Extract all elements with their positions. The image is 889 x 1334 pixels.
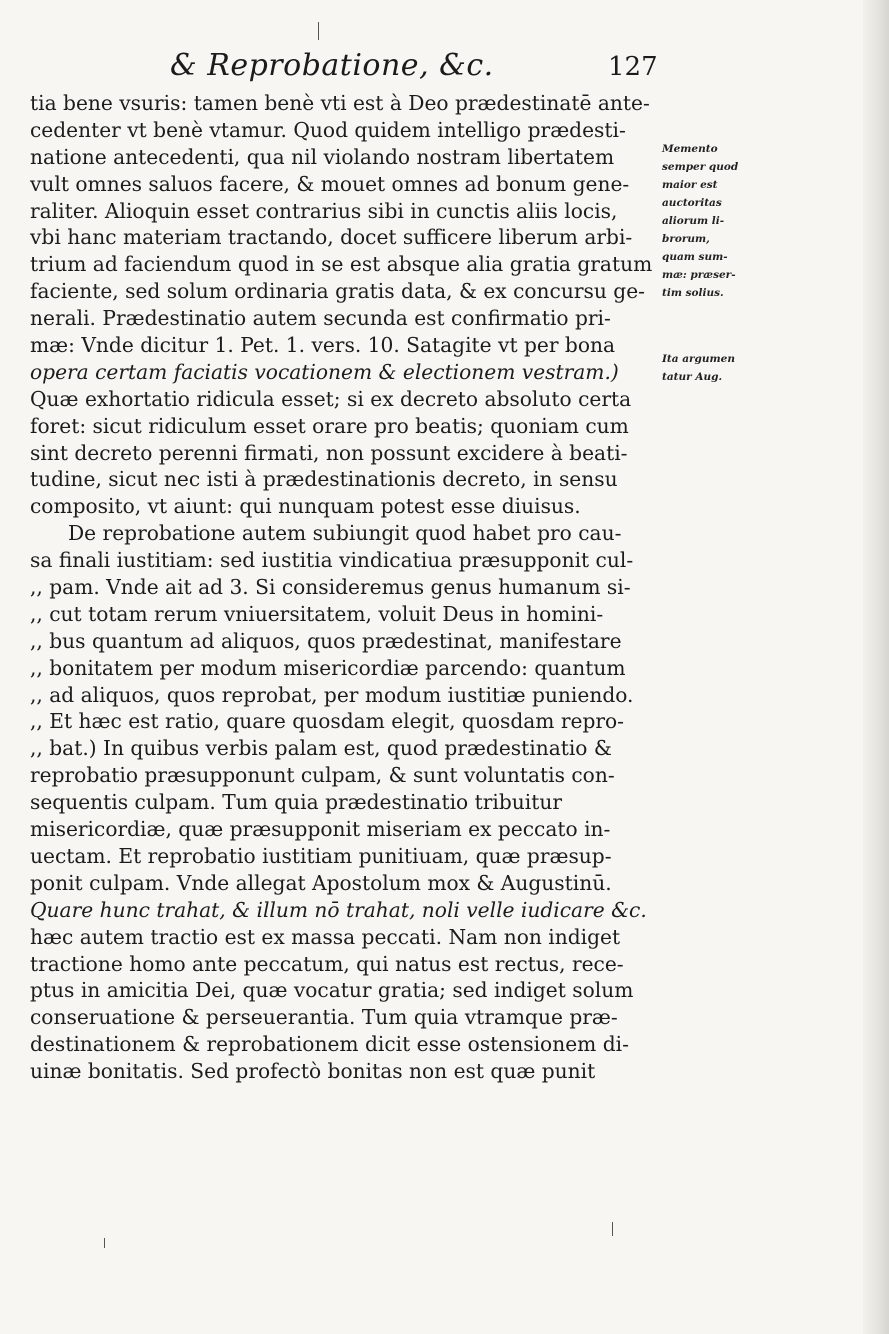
page-number: 127 xyxy=(608,52,658,82)
margin-note-line: maior est xyxy=(662,179,718,191)
margin-note-line: quam sum- xyxy=(662,251,728,263)
text-line: Quæ exhortatio ridicula esset; si ex decreto absoluto certa xyxy=(30,386,632,411)
text-line: tudine, sicut nec isti à prædestinationis decreto, in sensu xyxy=(30,467,618,492)
text-line: cedenter vt benè vtamur. Quod quidem intelligo prædesti- xyxy=(30,117,626,142)
text-line: tia bene vsuris: tamen benè vti est à Deo prædestinatē ante- xyxy=(30,91,650,115)
quote-line: ,, bat.) In quibus verbis palam est, quod prædestinatio & xyxy=(30,736,612,761)
text-line: ponit culpam. Vnde allegat Apostolum mox & Augustinū. xyxy=(30,870,612,895)
paragraph-start: De reprobatione autem subiungit quod habet pro cau- xyxy=(68,521,622,546)
page-edge xyxy=(863,0,889,1334)
text-line: composito, vt aiunt: qui nunquam potest esse diuisus. xyxy=(30,494,581,519)
text-line: uectam. Et reprobatio iustitiam punitiuam, quæ præsup- xyxy=(30,843,612,868)
quote-line: ,, cut totam rerum vniuersitatem, voluit Deus in homini- xyxy=(30,601,604,626)
text-line: tractione homo ante peccatum, qui natus est rectus, rece- xyxy=(30,951,624,976)
quote-line: ,, pam. Vnde ait ad 3. Si consideremus genus humanum si- xyxy=(30,575,631,600)
margin-note-line: auctoritas xyxy=(662,197,722,209)
quote-line: ,, ad aliquos, quos reprobat, per modum iustitiæ puniendo. xyxy=(30,682,634,707)
text-line: vult omnes saluos facere, & mouet omnes ad bonum gene- xyxy=(30,171,630,196)
text-line: vbi hanc materiam tractando, docet sufficere liberum arbi- xyxy=(30,225,633,250)
text-line: destinationem & reprobationem dicit esse ostensionem di- xyxy=(30,1032,629,1057)
margin-note-augustine xyxy=(662,350,735,386)
text-line: conseruatione & perseuerantia. Tum quia vtramque præ- xyxy=(30,1005,618,1030)
text-line: mæ: Vnde dicitur 1. Pet. 1. vers. 10. Satagite vt per bona xyxy=(30,333,616,358)
quote-line: ,, Et hæc est ratio, quare quosdam elegit, quosdam repro- xyxy=(30,709,625,734)
text-line: uinæ bonitatis. Sed profectò bonitas non est quæ punit xyxy=(30,1059,596,1084)
text-line: misericordiæ, quæ præsupponit miseriam ex peccato in- xyxy=(30,817,611,842)
margin-note-line: Ita argumen xyxy=(662,353,735,365)
margin-note-line: tatur Aug. xyxy=(662,371,723,383)
header-title: & Reprobatione, &c. xyxy=(170,48,494,83)
margin-note-line: aliorum li- xyxy=(662,215,725,227)
body-text xyxy=(30,90,670,1085)
text-line-italic: opera certam faciatis vocationem & electionem vestram.) xyxy=(30,359,619,384)
margin-note-line: brorum, xyxy=(662,233,710,245)
margin-note-line: tim solius. xyxy=(662,287,724,299)
text-line-italic: Quare hunc trahat, & illum nō trahat, noli velle iudicare &c. xyxy=(30,897,647,922)
quote-line: ,, bus quantum ad aliquos, quos prædestinat, manifestare xyxy=(30,628,622,653)
text-line: sequentis culpam. Tum quia prædestinatio tribuitur xyxy=(30,790,562,815)
text-line: sa finali iustitiam: sed iustitia vindicatiua præsupponit cul- xyxy=(30,548,634,573)
quote-line: ,, bonitatem per modum misericordiæ parcendo: quantum xyxy=(30,655,626,680)
text-line: trium ad faciendum quod in se est absque alia gratia gratum xyxy=(30,252,653,277)
text-line: foret: sicut ridiculum esset orare pro beatis; quoniam cum xyxy=(30,413,629,438)
text-line: raliter. Alioquin esset contrarius sibi in cunctis aliis locis, xyxy=(30,198,618,223)
text-line: nerali. Prædestinatio autem secunda est confirmatio pri- xyxy=(30,306,611,331)
text-line: faciente, sed solum ordinaria gratis data, & ex concursu ge- xyxy=(30,279,645,304)
scan-artifact xyxy=(104,1238,105,1248)
margin-note-memento xyxy=(662,140,738,302)
text-line: reprobatio præsupponunt culpam, & sunt voluntatis con- xyxy=(30,763,615,788)
running-header xyxy=(170,48,670,88)
text-line: hæc autem tractio est ex massa peccati. Nam non indiget xyxy=(30,924,621,949)
text-line: ptus in amicitia Dei, quæ vocatur gratia; sed indiget solum xyxy=(30,978,634,1003)
scan-artifact xyxy=(318,22,319,40)
text-line: natione antecedenti, qua nil violando nostram libertatem xyxy=(30,144,615,169)
scan-artifact xyxy=(612,1222,613,1236)
text-line: sint decreto perenni firmati, non possunt excidere à beati- xyxy=(30,440,628,465)
margin-note-line: semper quod xyxy=(662,161,739,173)
margin-note-line: mæ: præser- xyxy=(662,269,736,281)
margin-note-line: Memento xyxy=(662,143,718,155)
